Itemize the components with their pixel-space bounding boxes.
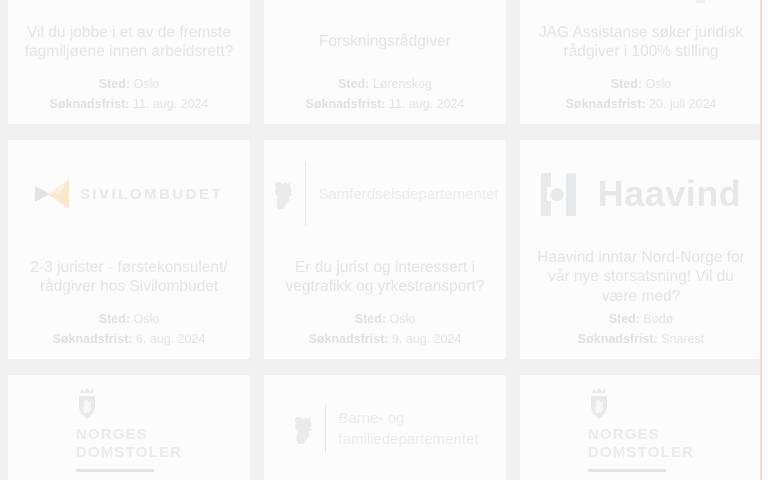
- domstoler-underline: [76, 469, 154, 472]
- job-title: Haavind inntar Nord-Norge for vår nye storsatsning! Vil du være med?: [537, 249, 745, 305]
- employer-logo-area: [8, 140, 250, 248]
- haavind-mark-icon: [541, 173, 576, 216]
- employer-logo-area: [8, 375, 250, 480]
- job-meta: [520, 306, 762, 359]
- employer-logo-area: [8, 0, 250, 13]
- sivilombudet-logo: [35, 179, 223, 209]
- job-title: 2-3 jurister - førstekonsulent/ rådgiver hos Sivilombudet: [30, 258, 228, 295]
- frist-value: Snarest: [661, 332, 705, 347]
- frist-label: Søknadsfrist:: [49, 97, 130, 111]
- domstoler-word-1: NORGES: [75, 425, 149, 443]
- norwegian-lion-icon: [271, 178, 293, 210]
- job-card[interactable]: [8, 0, 250, 124]
- sted-value: Oslo: [645, 77, 672, 91]
- haavind-wordmark: Haavind: [597, 173, 742, 214]
- job-title: Er du jurist og interessert i vegtrafikk og yrkestransport?: [285, 258, 485, 295]
- employer-logo-area: [520, 0, 762, 13]
- samferdselsdepartementet-logo: [271, 162, 498, 226]
- domstoler-word-2: DOMSTOLER: [587, 443, 695, 461]
- employer-logo-area: [520, 375, 762, 480]
- job-card[interactable]: [264, 375, 506, 480]
- frist-value: 6. aug. 2024: [135, 332, 206, 346]
- sted-label: Sted:: [610, 77, 643, 91]
- employer-logo-area: [264, 0, 506, 13]
- job-meta: [264, 306, 506, 359]
- department-name: Samferdselsdepartementet: [318, 185, 499, 203]
- job-card[interactable]: [520, 0, 762, 124]
- job-card[interactable]: [264, 0, 506, 124]
- employer-logo-area: [520, 140, 762, 248]
- job-title: JAG Assistanse søker juridisk rådgiver i 100% stilling: [538, 23, 744, 60]
- domstoler-underline: [588, 469, 666, 472]
- job-meta: [8, 71, 250, 124]
- job-meta: [264, 71, 506, 124]
- sted-value: Oslo: [389, 312, 416, 326]
- haavind-logo: [541, 173, 742, 216]
- frist-value: 9. aug. 2024: [391, 332, 462, 346]
- job-meta: [520, 71, 762, 124]
- sted-label: Sted:: [354, 312, 387, 326]
- logo-divider: [305, 162, 306, 226]
- court-shield-icon: [77, 387, 97, 421]
- frist-value: 11. aug. 2024: [132, 97, 209, 111]
- frist-label: Søknadsfrist:: [305, 97, 386, 111]
- job-card[interactable]: [520, 375, 762, 480]
- job-title: Forskningsrådgiver: [319, 33, 451, 51]
- frist-value: 11. aug. 2024: [388, 97, 465, 111]
- frist-label: Søknadsfrist:: [308, 332, 389, 346]
- court-shield-icon: [589, 387, 609, 421]
- right-edge-strip: [762, 0, 768, 480]
- frist-label: Søknadsfrist:: [52, 332, 133, 346]
- norwegian-lion-icon: [291, 413, 313, 445]
- sted-label: Sted:: [608, 312, 640, 327]
- sivilombudet-arrows-icon: [35, 179, 69, 209]
- frist-label: Søknadsfrist:: [565, 97, 646, 111]
- sted-value: Oslo: [133, 312, 160, 326]
- job-card[interactable]: [8, 140, 250, 359]
- domstoler-word-2: DOMSTOLER: [75, 443, 183, 461]
- domstoler-word-1: NORGES: [587, 425, 661, 443]
- sted-label: Sted:: [98, 77, 131, 91]
- frist-label: Søknadsfrist:: [577, 332, 658, 347]
- employer-logo-area: [264, 375, 506, 480]
- sted-label: Sted:: [338, 77, 370, 91]
- job-card[interactable]: [264, 140, 506, 359]
- job-meta: [8, 306, 250, 359]
- sted-label: Sted:: [98, 312, 131, 326]
- cutoff-logo-fragment: [696, 0, 705, 3]
- barne-og-familiedepartementet-logo: [291, 405, 478, 453]
- sted-value: Oslo: [133, 77, 160, 91]
- sted-value: Lørenskog: [372, 77, 432, 91]
- job-title: Vil du jobbe i et av de fremste fagmiljøene innen arbeidsrett?: [24, 23, 234, 60]
- department-name-line-2: familiedepartementet: [338, 431, 479, 448]
- job-card[interactable]: [520, 140, 762, 359]
- job-card-grid: [8, 0, 762, 480]
- sted-value: Bodø: [643, 312, 674, 327]
- norges-domstoler-logo: [588, 387, 694, 472]
- frist-value: 20. juli 2024: [648, 97, 717, 111]
- norges-domstoler-logo: [76, 387, 182, 472]
- employer-logo-area: [264, 140, 506, 248]
- sivilombudet-wordmark: SIVILOMBUDET: [79, 185, 224, 203]
- logo-divider: [325, 405, 326, 453]
- department-name-line-1: Barne- og: [338, 410, 405, 427]
- job-card[interactable]: [8, 375, 250, 480]
- department-name: [338, 408, 478, 450]
